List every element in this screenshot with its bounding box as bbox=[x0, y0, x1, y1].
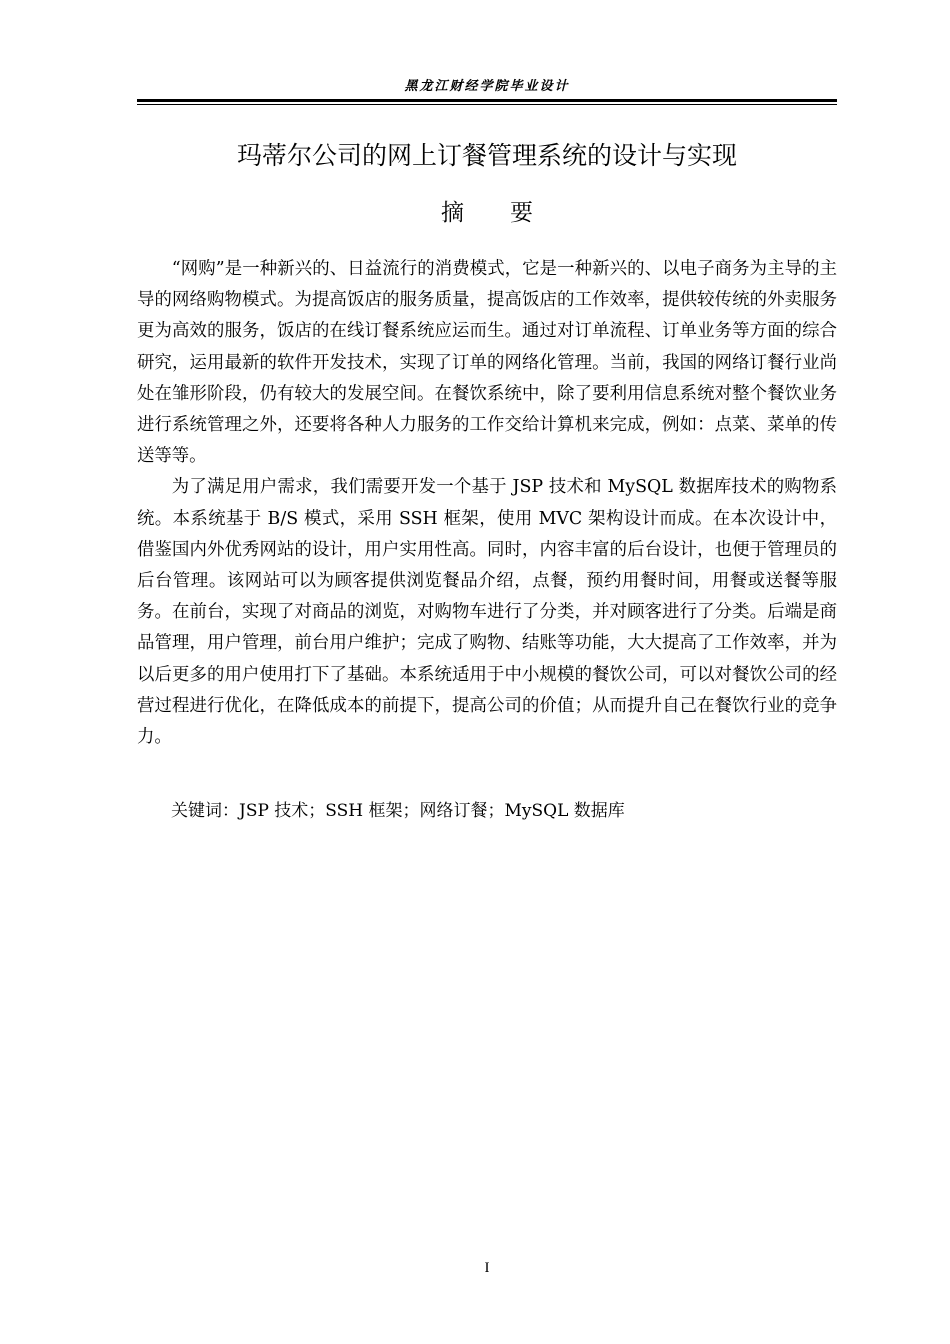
keywords-line bbox=[171, 796, 837, 826]
running-header: 黑龙江财经学院毕业设计 bbox=[404, 79, 570, 94]
keywords-text: JSP 技术；SSH 框架；网络订餐；MySQL 数据库 bbox=[239, 801, 625, 821]
abstract-body bbox=[137, 254, 837, 753]
document-title: 玛蒂尔公司的网上订餐管理系统的设计与实现 bbox=[236, 141, 737, 170]
header-rule-thin bbox=[137, 104, 837, 105]
abstract-heading-char-1: 摘 bbox=[441, 200, 464, 226]
abstract-paragraph-2: 为了满足用户需求，我们需要开发一个基于 JSP 技术和 MySQL 数据库技术的购物系统。本系统基于 B/S 模式，采用 SSH 框架，使用 MVC 架构设计而成。在本次设计中，借鉴国内外优秀网站的设计，用户实用性高。同时，内容丰富的后台设计，也便于管理员的后台管理。该网站可以为顾客提供浏览餐品介绍，点餐，预约用餐时间，用餐或送餐等服务。在前台，实现了对商品的浏览，对购物车进行了分类，并对顾客进行了分类。后端是商品管理，用户管理，前台用户维护；完成了购物、结账等功能，大大提高了工作效率，并为以后更多的用户使用打下了基础。本系统适用于中小规模的餐饮公司，可以对餐饮公司的经营过程进行优化，在降低成本的前提下，提高公司的价值；从而提升自己在餐饮行业的竞争力。 bbox=[137, 477, 837, 748]
page-number: I bbox=[484, 1260, 490, 1276]
keywords-label: 关键词： bbox=[171, 801, 239, 821]
abstract-heading-char-2: 要 bbox=[510, 200, 533, 226]
abstract-heading bbox=[137, 196, 837, 230]
header-rule-thick bbox=[137, 99, 837, 102]
abstract-paragraph-1: “网购”是一种新兴的、日益流行的消费模式，它是一种新兴的、以电子商务为主导的主导的网络购物模式。为提高饭店的服务质量，提高饭店的工作效率，提供较传统的外卖服务更为高效的服务，饭店的在线订餐系统应运而生。通过对订单流程、订单业务等方面的综合研究，运用最新的软件开发技术，实现了订单的网络化管理。当前，我国的网络订餐行业尚处在雏形阶段，仍有较大的发展空间。在餐饮系统中，除了要利用信息系统对整个餐饮业务进行系统管理之外，还要将各种人力服务的工作交给计算机来完成，例如：点菜、菜单的传送等等。 bbox=[137, 259, 837, 467]
